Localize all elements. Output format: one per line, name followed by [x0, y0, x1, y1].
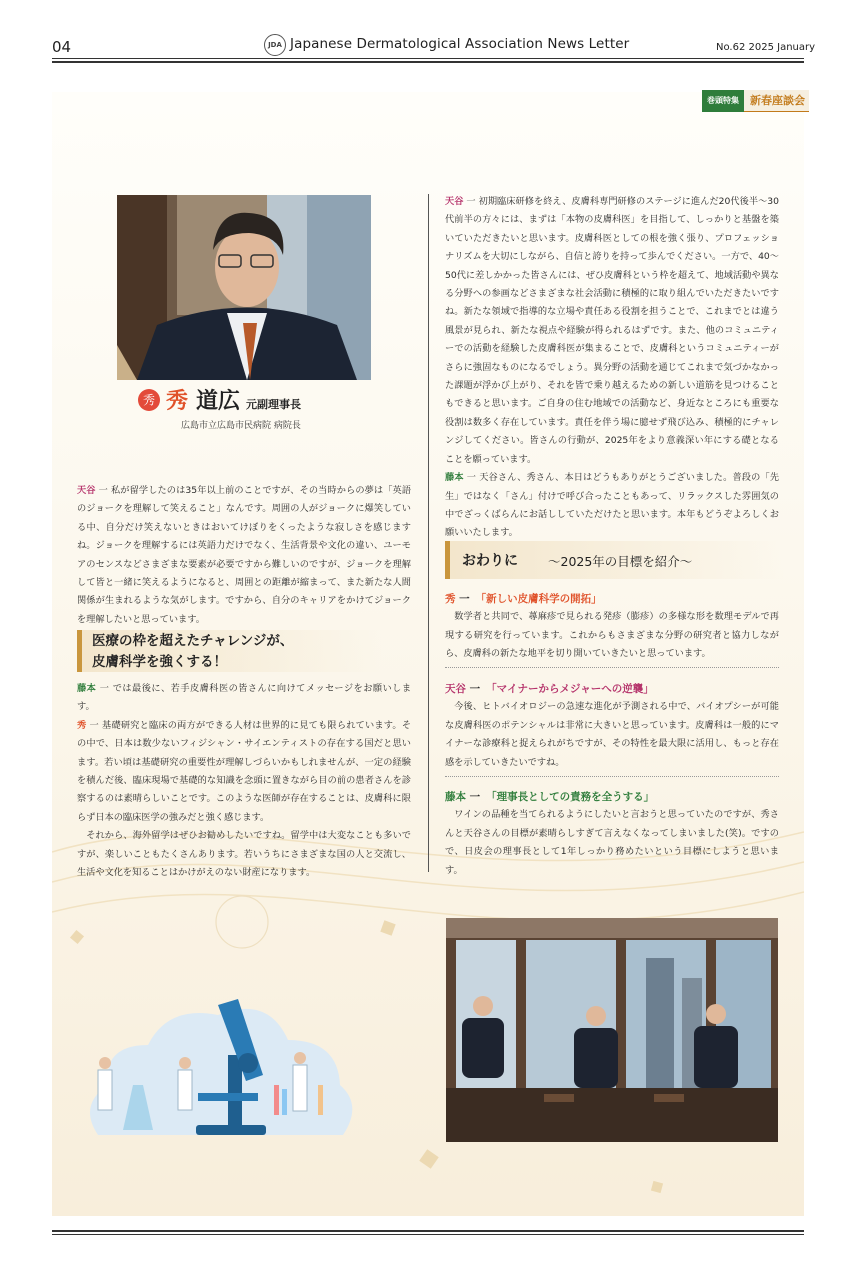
- paragraph: [445, 193, 779, 469]
- flower-icon: 秀: [138, 389, 160, 411]
- goal-text: ワインの品種を当てられるようにしたいと言おうと思っていたのですが、秀さんと天谷さんの目標が素晴らしすぎて言えなくなってしまいました(笑)。ですので、日皮会の理事長として1年しっかり務めたいという目標にしようと思います。: [445, 809, 779, 876]
- speaker-label: 天谷: [77, 485, 96, 496]
- header-rule-thick: [52, 61, 804, 63]
- dotted-divider: [445, 776, 779, 777]
- feature-tag-label: 巻頭特集: [702, 90, 744, 112]
- goal-text: 数学者と共同で、蕁麻疹で見られる発疹（膨疹）の多様な形を数理モデルで再現する研究を行っています。これからもさまざまな分野の研究者と協力しながら、皮膚科の新たな地平を切り開いていきたいと思っています。: [445, 611, 779, 660]
- left-col-block-2: [77, 680, 411, 882]
- goal-quote: 「マイナーからメジャーへの逆襲」: [486, 683, 654, 695]
- issue-label: No.62 2025 January: [716, 42, 816, 53]
- portrait-image: [117, 195, 371, 380]
- header-rule: [52, 58, 804, 59]
- microscope-illustration: [78, 985, 363, 1145]
- roundtable-photo: [446, 918, 778, 1142]
- speaker-dash: 一: [95, 485, 108, 496]
- goal-item: [445, 590, 779, 664]
- paragraph: [445, 469, 779, 543]
- roundtable-image: [446, 918, 778, 1142]
- goal-heading: [445, 788, 779, 806]
- goal-item: [445, 788, 779, 880]
- paragraph: [77, 680, 411, 717]
- paragraph-text: 初期臨床研修を終え、皮膚科専門研修のステージに進んだ20代後半〜30代前半の方々には、まずは「本物の皮膚科医」を目指して、しっかりと基盤を築いていただきたいと思います。皮膚科医としての根を強く張り、プロフェッショナリズムを大切にしながら、自信と誇りを持って歩んでください。一方で、40〜50代に差しかかった皆さんには、ぜひ皮膚科という枠を超えて、地域活動や異なる分野への参画などさまざまな社会活動に積極的に取り組んでいただきたいですね。新たな領域で指導的な立場や責任ある役割を担うことで、これまでとは違う風景が見られ、新たな視点や経験が得られるはずです。また、他のコミュニティーでの活動を経験した皮膚科医が集まることで、皮膚科というコミュニティーがさらに強固なものになるでしょう。異分野の活動を通じてこれまで気づかなかった課題が浮かび上がり、それを皆で乗り越えるための新しい道筋を見つけることもできると思います。ご自身の住む地域での活動など、身近なところにも重要な役割は数多く存在しています。責任を伴う場に臆せず飛び込み、積極的にチャレンジしてください。皆さんの行動が、2025年をより意義深い年にする礎となることを願っています。: [445, 196, 779, 465]
- speaker-role: 元副理事長: [246, 398, 302, 411]
- speaker-dash: 一: [466, 683, 481, 695]
- footer-rule: [52, 1234, 804, 1235]
- speaker-label: 藤本: [445, 791, 466, 803]
- microscope-icon: [78, 985, 363, 1145]
- column-divider: [428, 194, 429, 872]
- feature-tag: [702, 90, 809, 112]
- goal-quote: 「新しい皮膚科学の開拓」: [475, 593, 602, 605]
- portrait-photo: [117, 195, 371, 380]
- speaker-label: 藤本: [77, 683, 97, 694]
- paragraph-text: では最後に、若手皮膚科医の皆さんに向けてメッセージをお願いします。: [77, 683, 412, 713]
- goal-quote: 「理事長としての責務を全うする」: [486, 791, 655, 803]
- speaker-label: 天谷: [445, 683, 466, 695]
- paragraph: それから、海外留学はぜひお勧めしたいですね。留学中は大変なことも多いですが、楽しいこともたくさんあります。若いうちにさまざまな国の人と交流し、生活や文化を知ることはかけがえのない財産になります。: [77, 830, 411, 879]
- speaker-dash: 一: [466, 791, 481, 803]
- speaker-affiliation: 広島市立広島市民病院 病院長: [181, 421, 301, 431]
- goal-item: [445, 680, 779, 772]
- paragraph-text: 私が留学したのは35年以上前のことですが、その当時からの夢は「英語のジョークを理解して笑えること」なんです。周囲の人がジョークに爆笑している中、自分だけ笑えないときはおいてけぼりをくったような寂しさを感じますね。ジョークを理解するには英語力だけでなく、生活背景や文化の違い、ユーモアのセンスなどさまざまな要素が必要ですから難しいのですが、ジョークを理解して皆と一緒に笑えるようになると、周囲との距離が縮まって、また新たな人間関係が生まれるような気がします。ですから、自分のキャリアをかけてジョークを理解したいと思っています。: [77, 485, 412, 625]
- speaker-nameplate: [138, 384, 301, 415]
- paragraph-text: 天谷さん、秀さん、本日はどうもありがとうございました。普段の「先生」ではなく「さん」付けで呼び合ったこともあって、リラックスした雰囲気の中でざっくばらんにお話ししていただけたと思います。本年もどうぞよろしくお願いいたします。: [445, 472, 780, 539]
- right-col-block-1: [445, 193, 779, 543]
- paragraph: [77, 717, 411, 827]
- speaker-dash: 一: [455, 593, 470, 605]
- paragraph-text: 基礎研究と臨床の両方ができる人材は世界的に見ても限られています。その中で、日本は数少ないフィジシャン・サイエンティストの存在する国だと思います。若い頃は基礎研究の重要性が理解しづらいかもしれませんが、一定の経験を積んだ後、臨床現場で基礎的な知識を念頭に置きながら目の前の患者さんを診察するのは素晴らしいことです。このような医師が存在することは、皮膚科に限らず日本の臨床医学の強みだと強く感じます。: [77, 719, 412, 823]
- speaker-label: 秀: [77, 719, 87, 731]
- speaker-dash: 一: [86, 719, 99, 731]
- left-col-block-1: [77, 482, 411, 629]
- section-heading-line-1: 医療の枠を超えたチャレンジが、: [92, 633, 294, 649]
- speaker-given-name: 道広: [196, 389, 241, 414]
- newsletter-title: Japanese Dermatological Association News Letter: [290, 36, 630, 52]
- section-heading-line-2: 皮膚科学を強くする！: [92, 654, 227, 670]
- goal-text: 今後、ヒトバイオロジーの急速な進化が予測される中で、バイオプシーが可能な皮膚科医のポテンシャルは非常に大きいと思っています。皮膚科は一般的にマイナーな診療科と捉えられがちですが、その特性を最大限に活用し、もっと存在感を示していきたいですね。: [445, 701, 779, 768]
- speaker-label: 藤本: [445, 472, 464, 484]
- speaker-surname: 秀: [166, 389, 189, 414]
- jda-logo-icon: JDA: [264, 34, 286, 56]
- speaker-dash: 一: [96, 683, 110, 694]
- dotted-divider: [445, 667, 779, 668]
- speaker-label: 秀: [445, 593, 456, 605]
- goal-heading: [445, 680, 779, 698]
- paragraph: [77, 482, 411, 629]
- closing-title: おわりに: [462, 553, 518, 569]
- footer-rule-thick: [52, 1230, 804, 1232]
- closing-subtitle: 〜2025年の目標を紹介〜: [548, 554, 693, 569]
- speaker-dash: 一: [463, 196, 476, 207]
- feature-tag-title: 新春座談会: [744, 90, 809, 112]
- closing-section-heading: [445, 541, 784, 579]
- goal-heading: [445, 590, 779, 608]
- speaker-label: 天谷: [445, 196, 464, 207]
- speaker-dash: 一: [463, 472, 477, 484]
- page-number: 04: [52, 38, 72, 56]
- section-heading: [77, 630, 382, 672]
